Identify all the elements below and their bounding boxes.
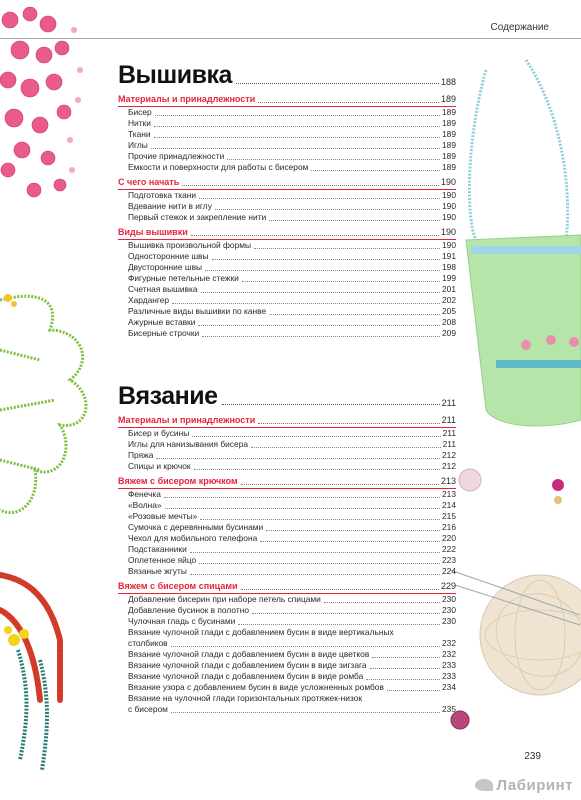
leader-dots — [215, 209, 440, 210]
leader-dots — [370, 668, 440, 669]
entry-page: 235 — [442, 704, 456, 714]
entry-page: 223 — [442, 555, 456, 565]
leader-dots — [182, 185, 439, 186]
leader-dots — [254, 248, 440, 249]
leader-dots — [238, 624, 440, 625]
entry-page: 234 — [442, 682, 456, 692]
toc-entry[interactable] — [118, 328, 456, 339]
leader-dots — [198, 325, 440, 326]
toc-group — [118, 476, 456, 577]
entry-page: 201 — [442, 284, 456, 294]
toc-group — [118, 581, 456, 715]
entry-text: Фигурные петельные стежки — [128, 273, 239, 283]
toc-entry[interactable] — [118, 251, 456, 262]
leader-dots — [155, 115, 440, 116]
entry-text-continued: столбиков — [128, 638, 168, 648]
group-heading-row[interactable] — [118, 415, 456, 426]
entry-page: 189 — [442, 140, 456, 150]
leader-dots — [227, 159, 440, 160]
toc-entry[interactable] — [118, 140, 456, 151]
toc-group — [118, 415, 456, 472]
toc-entry[interactable] — [118, 555, 456, 566]
group-heading-row[interactable] — [118, 581, 456, 592]
leader-dots — [190, 574, 440, 575]
entry-page: 230 — [442, 594, 456, 604]
watermark-text: Лабиринт — [496, 777, 573, 794]
entry-text: Добавление бисерин при наборе петель спицами — [128, 594, 321, 604]
leader-dots — [236, 83, 439, 84]
leader-dots — [164, 497, 440, 498]
entry-text: Ткани — [128, 129, 151, 139]
leader-dots — [171, 646, 440, 647]
entry-text: Первый стежок и закрепление нити — [128, 212, 267, 222]
section-page: 188 — [440, 77, 456, 87]
entry-page: 190 — [442, 190, 456, 200]
leader-dots — [156, 458, 440, 459]
entry-text: Бисер и бусины — [128, 428, 190, 438]
toc-entry[interactable] — [118, 461, 456, 472]
toc-entry[interactable] — [118, 201, 456, 212]
entry-text: Оплетенное яйцо — [128, 555, 197, 565]
toc-entry[interactable] — [118, 616, 456, 627]
entry-text: Двусторонние швы — [128, 262, 203, 272]
section-title-row[interactable] — [118, 383, 456, 409]
entry-page: 209 — [442, 328, 456, 338]
entry-page: 189 — [442, 162, 456, 172]
leader-dots — [151, 148, 440, 149]
entry-page: 224 — [442, 566, 456, 576]
entry-text: Вязание узора с добавлением бусин в виде усложненных ромбов — [128, 682, 384, 692]
toc-entry[interactable] — [118, 649, 456, 660]
entry-page: 211 — [442, 439, 456, 449]
toc-entry[interactable] — [118, 240, 456, 251]
beaded-jewelry-left-illustration — [0, 0, 110, 800]
entry-page: 216 — [442, 522, 456, 532]
toc-entry[interactable] — [118, 605, 456, 616]
entry-page: 189 — [442, 118, 456, 128]
leader-dots — [311, 170, 440, 171]
leader-dots — [191, 235, 439, 236]
entry-page: 233 — [442, 671, 456, 681]
leader-dots — [260, 541, 440, 542]
entry-page: 191 — [442, 251, 456, 261]
section-title-row[interactable] — [118, 62, 456, 88]
toc-entry[interactable] — [118, 212, 456, 223]
entry-page: 233 — [442, 660, 456, 670]
entry-text: Спицы и крючок — [128, 461, 191, 471]
toc-entry[interactable] — [118, 306, 456, 317]
entry-page: 222 — [442, 544, 456, 554]
toc-entry[interactable] — [118, 317, 456, 328]
leader-dots — [200, 519, 440, 520]
toc-entry[interactable] — [118, 627, 456, 649]
section-title: Вышивка — [118, 61, 232, 89]
toc-entry[interactable] — [118, 428, 456, 439]
entry-text: Пряжа — [128, 450, 154, 460]
entry-text: Подстаканники — [128, 544, 187, 554]
toc-entry[interactable] — [118, 522, 456, 533]
entry-text: Вязание чулочной глади с добавлением бусин в виде цветков — [128, 649, 370, 659]
entry-text: Подготовка ткани — [128, 190, 197, 200]
leader-dots — [269, 314, 440, 315]
entry-page: 208 — [442, 317, 456, 327]
toc-entry[interactable] — [118, 273, 456, 284]
toc-entry[interactable] — [118, 660, 456, 671]
toc-entry[interactable] — [118, 544, 456, 555]
running-head: Содержание — [490, 22, 549, 33]
leader-dots — [154, 137, 440, 138]
leader-dots — [269, 220, 440, 221]
leader-dots — [202, 336, 440, 337]
toc-entry[interactable] — [118, 511, 456, 522]
fox-logo-icon — [475, 779, 493, 791]
leader-dots — [242, 281, 440, 282]
entry-text: Ажурные вставки — [128, 317, 196, 327]
entry-text: Счетная вышивка — [128, 284, 198, 294]
entry-text: Вышивка произвольной формы — [128, 240, 252, 250]
leader-dots — [199, 198, 440, 199]
toc-entry[interactable] — [118, 450, 456, 461]
leader-dots — [258, 423, 439, 424]
leader-dots — [192, 436, 440, 437]
yarn-ball-and-beads-illustration — [440, 460, 581, 760]
leader-dots — [387, 690, 440, 691]
entry-text: Чулочная гладь с бусинами — [128, 616, 236, 626]
leader-dots — [194, 469, 441, 470]
toc-entry[interactable] — [118, 671, 456, 682]
toc-group — [118, 94, 456, 173]
entry-page: 220 — [442, 533, 456, 543]
toc-entry[interactable] — [118, 500, 456, 511]
group-heading: Виды вышивки — [118, 227, 188, 237]
entry-page: 205 — [442, 306, 456, 316]
leader-dots — [252, 613, 440, 614]
entry-page: 189 — [442, 129, 456, 139]
toc-entry[interactable] — [118, 682, 456, 693]
entry-page: 232 — [442, 649, 456, 659]
group-page: 229 — [440, 581, 456, 591]
entry-page: 212 — [442, 450, 456, 460]
leader-dots — [251, 447, 441, 448]
leader-dots — [171, 712, 440, 713]
group-page: 190 — [440, 227, 456, 237]
leader-dots — [324, 602, 440, 603]
entry-text: Вязание на чулочной глади горизонтальных протяжек-низок — [128, 693, 363, 703]
entry-text: Различные виды вышивки по канве — [128, 306, 267, 316]
group-heading: Вяжем с бисером крючком — [118, 476, 238, 486]
toc-group — [118, 227, 456, 339]
section-title: Вязание — [118, 382, 218, 410]
entry-text: Фенечка — [128, 489, 161, 499]
beaded-bag-illustration — [456, 40, 581, 440]
entry-text: Вязание чулочной глади с добавлением бусин в виде ромба — [128, 671, 364, 681]
entry-text: Вязание чулочной глади с добавлением бусин в виде вертикальных — [128, 627, 394, 637]
entry-text: Нитки — [128, 118, 151, 128]
entry-page: 190 — [442, 240, 456, 250]
toc-entry[interactable] — [118, 489, 456, 500]
group-heading-row[interactable] — [118, 177, 456, 188]
entry-text: Сумочка с деревянными бусинами — [128, 522, 264, 532]
entry-page: 211 — [442, 428, 456, 438]
entry-page: 199 — [442, 273, 456, 283]
group-page: 211 — [441, 415, 456, 425]
toc-entry[interactable] — [118, 162, 456, 173]
leader-dots — [199, 563, 440, 564]
entry-page: 214 — [442, 500, 456, 510]
entry-page: 202 — [442, 295, 456, 305]
toc-entry[interactable] — [118, 566, 456, 577]
entry-continuation-row — [128, 704, 456, 715]
toc-entry[interactable] — [118, 190, 456, 201]
toc-entry[interactable] — [118, 693, 456, 715]
leader-dots — [241, 589, 439, 590]
entry-page: 232 — [442, 638, 456, 648]
toc-entry[interactable] — [118, 533, 456, 544]
entry-page: 212 — [442, 461, 456, 471]
leader-dots — [190, 552, 440, 553]
entry-text: Иглы для нанизывания бисера — [128, 439, 249, 449]
leader-dots — [372, 657, 440, 658]
toc-entry[interactable] — [118, 594, 456, 605]
entry-text: «Волна» — [128, 500, 162, 510]
leader-dots — [205, 270, 440, 271]
entry-page: 190 — [442, 212, 456, 222]
entry-text: Иглы — [128, 140, 148, 150]
entry-text: Бисер — [128, 107, 152, 117]
leader-dots — [201, 292, 441, 293]
leader-dots — [258, 102, 439, 103]
group-heading: Материалы и принадлежности — [118, 415, 256, 425]
entry-text: Чехол для мобильного телефона — [128, 533, 258, 543]
leader-dots — [266, 530, 440, 531]
group-page: 190 — [440, 177, 456, 187]
leader-dots — [172, 303, 440, 304]
group-heading: Вяжем с бисером спицами — [118, 581, 238, 591]
toc-entry[interactable] — [118, 118, 456, 129]
leader-dots — [222, 404, 440, 405]
group-heading: Материалы и принадлежности — [118, 94, 256, 104]
entry-page: 198 — [442, 262, 456, 272]
entry-page: 230 — [442, 605, 456, 615]
toc-entry[interactable] — [118, 151, 456, 162]
group-heading-row[interactable] — [118, 476, 456, 487]
entry-continuation-row — [128, 638, 456, 649]
toc-entry[interactable] — [118, 284, 456, 295]
entry-text: Добавление бусинок в полотно — [128, 605, 249, 615]
entry-text: Вязание чулочной глади с добавлением бусин в виде зигзага — [128, 660, 367, 670]
entry-page: 190 — [442, 201, 456, 211]
toc-entry[interactable] — [118, 129, 456, 140]
entry-text: Бисерные строчки — [128, 328, 200, 338]
leader-dots — [241, 484, 439, 485]
header-rule — [0, 38, 581, 39]
leader-dots — [165, 508, 440, 509]
toc-entry[interactable] — [118, 262, 456, 273]
watermark — [475, 777, 573, 794]
toc-section — [118, 62, 456, 339]
leader-dots — [212, 259, 441, 260]
group-heading: С чего начать — [118, 177, 180, 187]
page-number: 239 — [524, 751, 541, 762]
entry-page: 189 — [442, 151, 456, 161]
entry-page: 230 — [442, 616, 456, 626]
group-page: 213 — [440, 476, 456, 486]
entry-page: 189 — [442, 107, 456, 117]
entry-text: Вдевание нити в иглу — [128, 201, 212, 211]
entry-text-continued: с бисером — [128, 704, 168, 714]
toc-section — [118, 383, 456, 715]
entry-text: Емкости и поверхности для работы с бисером — [128, 162, 309, 172]
toc-group — [118, 177, 456, 223]
toc-entry[interactable] — [118, 439, 456, 450]
entry-text: «Розовые мечты» — [128, 511, 198, 521]
section-page: 211 — [441, 398, 456, 408]
entry-text: Прочие принадлежности — [128, 151, 225, 161]
entry-text: Хардангер — [128, 295, 170, 305]
leader-dots — [366, 679, 440, 680]
toc-entry[interactable] — [118, 107, 456, 118]
entry-page: 213 — [442, 489, 456, 499]
group-page: 189 — [440, 94, 456, 104]
entry-text: Односторонние швы — [128, 251, 209, 261]
entry-page: 215 — [442, 511, 456, 521]
group-heading-row[interactable] — [118, 227, 456, 238]
toc-entry[interactable] — [118, 295, 456, 306]
group-heading-row[interactable] — [118, 94, 456, 105]
entry-text: Вязаные жгуты — [128, 566, 187, 576]
leader-dots — [154, 126, 440, 127]
